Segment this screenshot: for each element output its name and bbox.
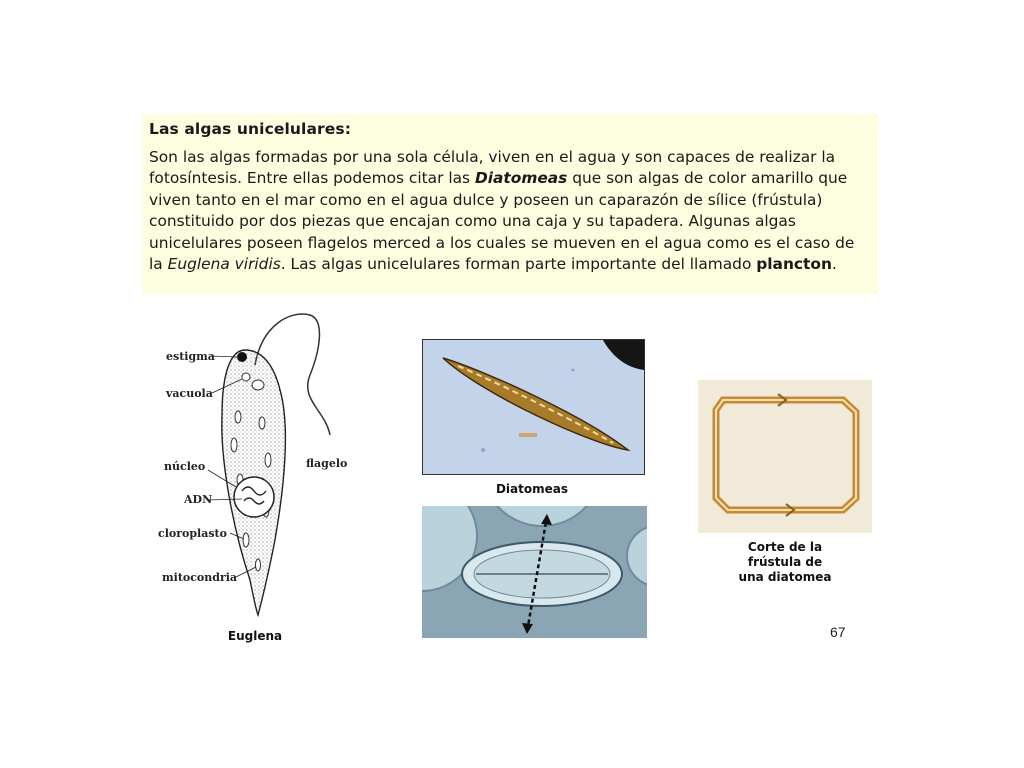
paragraph-text: . bbox=[831, 255, 837, 274]
label-nucleo: núcleo bbox=[164, 460, 206, 473]
frustule-caption-line2: frústula de bbox=[747, 555, 823, 569]
diatom-caption: Diatomeas bbox=[495, 482, 569, 496]
label-vacuola: vacuola bbox=[166, 387, 213, 400]
text-panel bbox=[142, 114, 878, 294]
frustule-caption-line1: Corte de la bbox=[747, 540, 823, 554]
term-diatomeas: Diatomeas bbox=[474, 169, 568, 188]
term-euglena-viridis: Euglena viridis bbox=[167, 255, 281, 274]
term-plancton: plancton bbox=[756, 255, 832, 274]
frustule-caption bbox=[710, 540, 860, 585]
label-mitocondria: mitocondria bbox=[162, 571, 238, 584]
euglena-illustration bbox=[150, 305, 350, 635]
euglena-caption: Euglena bbox=[227, 629, 283, 643]
paragraph-text: . Las algas unicelulares forman parte importante del llamado bbox=[280, 255, 757, 274]
diatom-frustule-micrograph bbox=[422, 506, 647, 638]
diatom-micrograph bbox=[422, 339, 645, 475]
label-cloroplasto: cloroplasto bbox=[158, 527, 227, 540]
paragraph-text: Son las algas formadas por una sola célula, viven en el agua y son capaces de realizar la fotosíntesis. Entre ellas podemos citar las bbox=[149, 148, 836, 188]
label-adn: ADN bbox=[184, 493, 213, 506]
label-flagelo: flagelo bbox=[306, 457, 348, 470]
label-estigma: estigma bbox=[166, 350, 215, 363]
frustule-section-image bbox=[698, 380, 872, 533]
section-heading: Las algas unicelulares: bbox=[149, 120, 351, 138]
paragraph-text: que son algas de color amarillo que viven tanto en el mar como en el agua dulce y poseen un caparazón de sílice (frústula) constituido por dos piezas que encajan como una caja y su tapadera. Algunas algas unicelulares poseen flagelos merced a los cuales se mueven en el agua como es el caso de la bbox=[149, 169, 855, 274]
frustule-caption-line3: una diatomea bbox=[738, 570, 832, 584]
body-paragraph bbox=[149, 147, 870, 275]
page-number: 67 bbox=[830, 624, 846, 640]
